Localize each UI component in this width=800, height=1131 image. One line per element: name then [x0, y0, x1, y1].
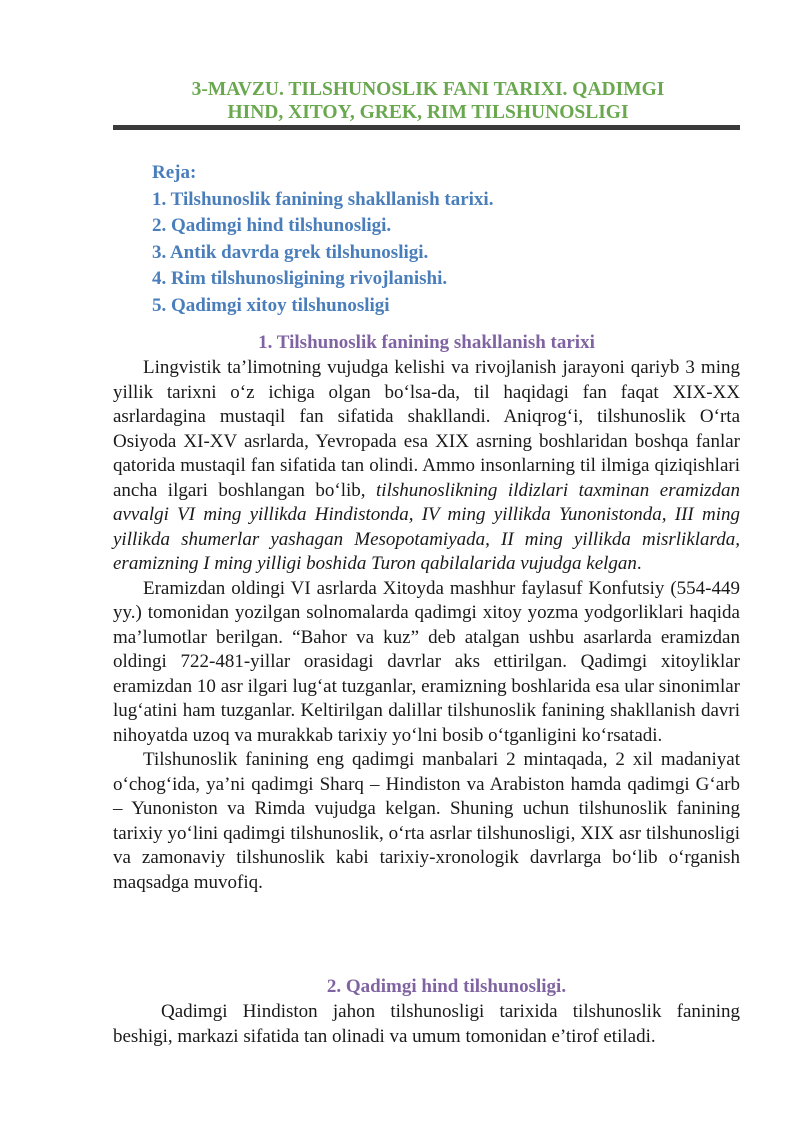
plan-item-5: 5. Qadimgi xitoy tilshunosligi: [152, 294, 390, 316]
paragraph-1-end: .: [636, 553, 642, 574]
title-line-2: HIND, XITOY, GREK, RIM TILSHUNOSLIGI: [227, 102, 629, 123]
title-divider: [113, 125, 740, 130]
title-line-1: 3-MAVZU. TILSHUNOSLIK FANI TARIXI. QADIMGI: [191, 79, 665, 100]
plan-heading: Reja:: [152, 162, 197, 183]
section-2-paragraph-1: Qadimgi Hindiston jahon tilshunosligi tarixida tilshunoslik fanining beshigi, markazi sifatida tan olinadi va umum tomonidan e’tirof etiladi.: [113, 1001, 740, 1047]
section-1-body: [113, 356, 740, 895]
section-2-body: [113, 1000, 740, 1049]
section-2-heading: 2. Qadimgi hind tilshunosligi.: [326, 976, 567, 997]
section-1-paragraph-1: [113, 356, 740, 577]
section-1-heading: 1. Tilshunoslik fanining shakllanish tarixi: [258, 332, 595, 353]
paragraph-1-text: Lingvistik ta’limotning vujudga kelishi va rivojlanish jarayoni qariyb 3 ming yillik tarixni o‘z ichiga olgan bo‘lsa-da, til haqidagi fan faqat XIX-XX asrlardagina mustaqil fan sifatida shakllandi. Aniqrog‘i, tilshunoslik O‘rta Osiyoda XI-XV asrlarda, Yevropada esa XIX asrning boshlaridan boshqa fanlar qatorida mustaqil fan sifatida tan olindi. Ammo insonlarning til ilmiga qiziqishlari ancha ilgari boshlangan bo‘lib,: [113, 357, 740, 501]
page-title: [118, 78, 738, 124]
plan-item-2: 2. Qadimgi hind tilshunosligi.: [152, 215, 392, 236]
section-1-paragraph-2: Eramizdan oldingi VI asrlarda Xitoyda mashhur faylasuf Konfutsiy (554-449 yy.) tomonidan yozilgan solnomalarda qadimgi xitoy yozma yodgorliklari haqida ma’lumotlar berilgan. “Bahor va kuz” deb atalgan ushbu asarlarda eramizdan oldingi 722-481-yillar orasidagi davrlar aks ettirilgan. Qadimgi xitoyliklar eramizdan 10 asr ilgari lug‘at tuzganlar, eramizning boshlarida esa ular sinonimlar lug‘atini ham tuzganlar. Keltirilgan dalillar tilshunoslik fanining shakllanish davri nihoyatda uzoq va murakkab tarixiy yo‘lni bosib o‘tganligini ko‘rsatadi.: [113, 577, 740, 746]
plan-item-4: 4. Rim tilshunosligining rivojlanishi.: [152, 268, 448, 289]
plan-list: [152, 160, 493, 319]
plan-item-1: 1. Tilshunoslik fanining shakllanish tarixi.: [152, 188, 494, 210]
section-1-paragraph-3: Tilshunoslik fanining eng qadimgi manbalari 2 mintaqada, 2 xil madaniyat o‘chog‘ida, ya’ni qadimgi Sharq – Hindiston va Arabiston hamda qadimgi G‘arb – Yunoniston va Rimda vujudga kelgan. Shuning uchun tilshunoslik fanining tarixiy yo‘lini qadimgi tilshunoslik, o‘rta asrlar tilshunosligi, XIX asr tilshunosligi va zamonaviy tilshunoslik kabi tarixiy-xronologik davrlarga bo‘lib o‘rganish maqsadga muvofiq.: [113, 749, 740, 893]
paragraph-1-italic-text: tilshunoslikning ildizlari taxminan eramizdan avvalgi VI ming yillikda Hindistonda, IV ming yillikda Yunonistonda, III ming yillikda shumerlar yashagan Mesopotamiyada, II ming yillikda misrliklarda, eramizning I ming yilligi boshida Turon qabilalarida vujudga kelgan: [113, 479, 741, 574]
plan-item-3: 3. Antik davrda grek tilshunosligi.: [152, 241, 429, 263]
